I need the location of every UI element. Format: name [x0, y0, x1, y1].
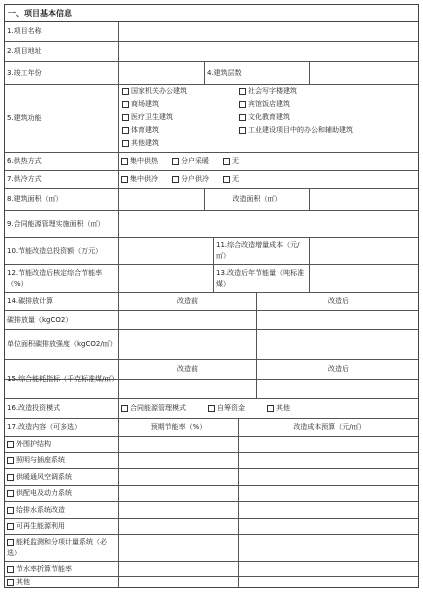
row-energy-values	[5, 380, 418, 399]
content-row	[5, 562, 418, 577]
label-building-floors: 4.建筑层数	[204, 62, 309, 84]
cooling-options	[118, 171, 420, 188]
label-total-investment: 10.节能改造总投资额（万元）	[7, 246, 103, 255]
function-option[interactable]: 社会写字楼建筑	[239, 87, 297, 96]
cost-budget-field[interactable]	[238, 486, 420, 501]
checkbox-icon	[7, 507, 14, 514]
checkbox-icon	[172, 176, 179, 183]
checkbox-icon	[223, 176, 230, 183]
cost-budget-field[interactable]	[238, 562, 420, 576]
intensity-after-field[interactable]	[256, 330, 420, 359]
expected-rate-field[interactable]	[118, 577, 238, 588]
project-address-field[interactable]	[118, 42, 420, 61]
project-name-field[interactable]	[118, 22, 420, 41]
label-project-name: 1.项目名称	[7, 27, 42, 35]
label-retrofit-content: 17.改造内容（可多选）	[7, 423, 82, 431]
function-option[interactable]: 文化教育建筑	[239, 113, 290, 122]
function-option[interactable]: 国家机关办公建筑	[122, 87, 187, 96]
mode-option[interactable]: 其他	[267, 403, 290, 414]
checkbox-icon	[121, 176, 128, 183]
carbon-before-field[interactable]	[118, 311, 256, 329]
label-carbon-amount: 碳排放量（kgCO2）	[7, 315, 73, 324]
content-row	[5, 486, 418, 502]
label-saving-rate: 12.节能改造后核定综合节能率（%）	[7, 268, 103, 288]
row-carbon-amount	[5, 311, 418, 330]
row-content-header	[5, 419, 418, 437]
label-carbon-calc: 14.碳排放计算	[7, 297, 54, 305]
checkbox-icon	[172, 158, 179, 165]
row-heating	[5, 153, 418, 171]
checkbox-icon	[7, 441, 14, 448]
checkbox-icon	[267, 405, 274, 412]
content-row	[5, 535, 418, 562]
cost-budget-field[interactable]	[238, 577, 420, 588]
label-invest-mode: 16.改造投资模式	[7, 404, 61, 412]
row-area	[5, 189, 418, 211]
row-contract-area	[5, 211, 418, 238]
intensity-before-field[interactable]	[118, 330, 256, 359]
content-option[interactable]: 可再生能源利用	[5, 519, 118, 534]
label-building-function: 5.建筑功能	[7, 114, 42, 122]
label-energy-index: 15.综合能耗指标（千克标准煤/㎡）	[7, 375, 118, 383]
cost-budget-field[interactable]	[238, 437, 420, 452]
heating-option[interactable]: 无	[223, 156, 239, 167]
checkbox-icon	[239, 114, 246, 121]
building-floors-field[interactable]	[309, 62, 420, 84]
content-row	[5, 577, 418, 588]
checkbox-icon	[122, 88, 129, 95]
cost-budget-field[interactable]	[238, 535, 420, 561]
project-info-form	[4, 4, 419, 588]
checkbox-icon	[122, 140, 129, 147]
content-option[interactable]: 供配电及动力系统	[5, 486, 118, 501]
checkbox-icon	[7, 457, 14, 464]
label-completion-year: 3.竣工年份	[7, 68, 42, 77]
content-option[interactable]: 其他	[5, 577, 118, 588]
checkbox-icon	[121, 405, 128, 412]
energy-after-field[interactable]	[256, 380, 420, 398]
label-after: 改造后	[256, 360, 420, 379]
function-option[interactable]: 医疗卫生建筑	[122, 113, 173, 122]
content-row	[5, 519, 418, 535]
contract-area-field[interactable]	[118, 211, 420, 237]
saving-rate-field[interactable]	[118, 265, 213, 292]
expected-rate-field[interactable]	[118, 486, 238, 501]
annual-saving-field[interactable]	[309, 265, 420, 292]
label-retrofit-area: 改造面积（㎡）	[204, 189, 309, 210]
label-incremental-cost: 11.综合改造增量成本（元/㎡）	[213, 238, 309, 264]
building-function-options	[118, 85, 420, 152]
cooling-option[interactable]: 集中供冷	[121, 174, 158, 185]
label-cooling: 7.供冷方式	[7, 175, 42, 183]
mode-option[interactable]: 合同能源管理模式	[121, 403, 186, 414]
row-project-address	[5, 42, 418, 62]
heating-option[interactable]: 分户采暖	[172, 156, 209, 167]
label-annual-saving: 13.改造后年节能量（吨标准煤）	[213, 265, 309, 292]
row-energy-header	[5, 360, 418, 383]
checkbox-icon	[7, 490, 14, 497]
label-after: 改造后	[256, 293, 420, 310]
checkbox-icon	[7, 579, 14, 586]
invest-mode-options	[118, 399, 420, 418]
checkbox-icon	[122, 127, 129, 134]
checkbox-icon	[239, 127, 246, 134]
checkbox-icon	[122, 114, 129, 121]
energy-before-field[interactable]	[118, 380, 256, 398]
checkbox-icon	[7, 523, 14, 530]
label-building-area: 8.建筑面积（㎡）	[7, 195, 63, 203]
content-option[interactable]: 外围护结构	[5, 437, 118, 452]
content-row	[5, 502, 418, 519]
content-option[interactable]: 能耗监测和分项计量系统（必选）	[7, 538, 107, 557]
content-row	[5, 453, 418, 469]
checkbox-icon	[122, 101, 129, 108]
expected-rate-field[interactable]	[118, 519, 238, 534]
cost-budget-field[interactable]	[238, 502, 420, 518]
total-investment-field[interactable]	[118, 238, 213, 264]
heating-options	[118, 153, 420, 170]
content-option[interactable]: 节水率折算节能率	[5, 562, 118, 576]
expected-rate-field[interactable]	[118, 469, 238, 485]
row-cooling	[5, 171, 418, 189]
checkbox-icon	[239, 88, 246, 95]
cost-budget-field[interactable]	[238, 519, 420, 534]
label-before: 改造前	[118, 360, 256, 379]
content-row	[5, 469, 418, 486]
content-option[interactable]: 供暖通风空调系统	[5, 469, 118, 485]
row-save-rate	[5, 265, 418, 293]
checkbox-icon	[7, 539, 14, 546]
cost-budget-field[interactable]	[238, 453, 420, 468]
label-contract-area: 9.合同能源管理实施面积（㎡）	[7, 219, 105, 228]
function-option[interactable]: 宾馆饭店建筑	[239, 100, 290, 109]
row-project-name	[5, 22, 418, 42]
checkbox-icon	[121, 158, 128, 165]
checkbox-icon	[239, 101, 246, 108]
checkbox-icon	[7, 566, 14, 573]
cooling-option[interactable]: 无	[223, 174, 239, 185]
cooling-option[interactable]: 分户供冷	[172, 174, 209, 185]
checkbox-icon	[223, 158, 230, 165]
function-option[interactable]: 工业建设项目中的办公和辅助建筑	[239, 126, 353, 135]
expected-rate-field[interactable]	[118, 562, 238, 576]
content-option[interactable]: 照明与插座系统	[5, 453, 118, 468]
label-before: 改造前	[118, 293, 256, 310]
label-carbon-intensity: 单位面积碳排放强度（kgCO2/㎡）	[7, 340, 117, 348]
checkbox-icon	[208, 405, 215, 412]
content-row	[5, 437, 418, 453]
row-invest-cost	[5, 238, 418, 265]
mode-option[interactable]: 自筹资金	[208, 403, 245, 414]
building-area-field[interactable]	[118, 189, 204, 210]
label-project-address: 2.项目地址	[7, 47, 42, 55]
function-option[interactable]: 体育建筑	[122, 126, 159, 135]
expected-rate-field[interactable]	[118, 535, 238, 561]
checkbox-icon	[7, 474, 14, 481]
section-header: 一、项目基本信息	[5, 5, 418, 22]
expected-rate-field[interactable]	[118, 437, 238, 452]
content-option[interactable]: 给排水系统改造	[5, 502, 118, 518]
row-year-floors	[5, 62, 418, 85]
completion-year-field[interactable]	[118, 62, 204, 84]
label-cost-budget: 改造成本预算（元/㎡）	[238, 419, 420, 436]
expected-rate-field[interactable]	[118, 502, 238, 518]
row-carbon-intensity	[5, 330, 418, 360]
label-expected-rate: 预期节能率（%）	[118, 419, 238, 436]
incremental-cost-field[interactable]	[309, 238, 420, 264]
row-carbon-header	[5, 293, 418, 311]
expected-rate-field[interactable]	[118, 453, 238, 468]
row-building-function	[5, 85, 418, 153]
label-heating: 6.供热方式	[7, 157, 42, 165]
heating-option[interactable]: 集中供热	[121, 156, 158, 167]
retrofit-area-field[interactable]	[309, 189, 420, 210]
carbon-after-field[interactable]	[256, 311, 420, 329]
cost-budget-field[interactable]	[238, 469, 420, 485]
function-option[interactable]: 商场建筑	[122, 100, 159, 109]
row-invest-mode	[5, 399, 418, 419]
function-option[interactable]: 其他建筑	[122, 139, 159, 148]
